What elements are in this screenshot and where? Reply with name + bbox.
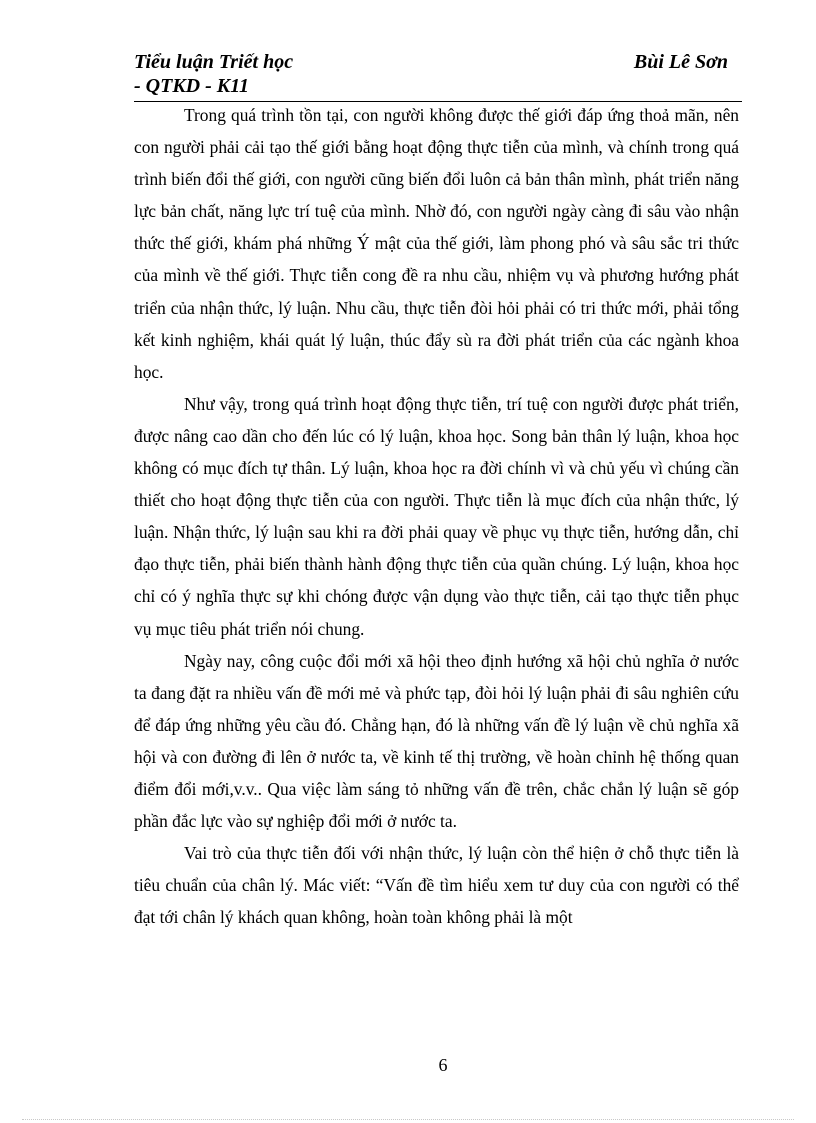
- paragraph-2: Như vậy, trong quá trình hoạt động thực tiễn, trí tuệ con người được phát triển, được nâng cao dần cho đến lúc có lý luận, khoa học. Song bản thân lý luận, khoa học không có mục đích tự thân. Lý luận, khoa học ra đời chính vì và chủ yếu vì chúng cần thiết cho hoạt động thực tiễn của con người. Thực tiễn là mục đích của nhận thức, lý luận. Nhận thức, lý luận sau khi ra đời phải quay về phục vụ thực tiễn, hướng dẫn, chỉ đạo thực tiễn, phải biến thành hành động thực tiễn của quần chúng. Lý luận, khoa học chỉ có ý nghĩa thực sự khi chóng được vận dụng vào thực tiễn, cải tạo thực tiễn phục vụ mục tiêu phát triển nói chung.: [134, 393, 739, 639]
- header-title-line1: Tiểu luận Triết học: [134, 51, 294, 73]
- page-number: 6: [438, 1055, 448, 1075]
- page-bottom-rule: [22, 1119, 794, 1120]
- paragraph-3: Ngày nay, công cuộc đổi mới xã hội theo định hướng xã hội chủ nghĩa ở nước ta đang đặt ra nhiều vấn đề mới mẻ và phức tạp, đòi hỏi lý luận phải đi sâu nghiên cứu để đáp ứng những yêu cầu đó. Chẳng hạn, đó là những vấn đề lý luận về chủ nghĩa xã hội và con đường đi lên ở nước ta, về kinh tế thị trường, về hoàn chỉnh hệ thống quan điểm đổi mới,v.v.. Qua việc làm sáng tỏ những vấn đề trên, chắc chắn lý luận sẽ góp phần đắc lực vào sự nghiệp đổi mới ở nước ta.: [134, 650, 739, 832]
- body-text: [134, 99, 739, 933]
- paragraph-4: Vai trò của thực tiễn đối với nhận thức, lý luận còn thể hiện ở chỗ thực tiễn là tiêu chuẩn của chân lý. Mác viết: “Vấn đề tìm hiểu xem tư duy của con người có thể đạt tới chân lý khách quan không, hoàn toàn không phải là một: [134, 843, 739, 928]
- page-header: [134, 50, 742, 102]
- header-author: Bùi Lê Sơn: [633, 51, 728, 73]
- header-title-line2: - QTKD - K11: [134, 75, 249, 97]
- paragraph-1: Trong quá trình tồn tại, con người không được thế giới đáp ứng thoả mãn, nên con người phải cải tạo thế giới bằng hoạt động thực tiễn của mình, và chính trong quá trình biến đổi thế giới, con người cũng biến đổi luôn cả bản thân mình, phát triển năng lực bản chất, năng lực trí tuệ của mình. Nhờ đó, con người ngày càng đi sâu vào nhận thức thế giới, khám phá những Ý mật của thế giới, làm phong phó và sâu sắc tri thức của mình về thế giới. Thực tiễn cong đề ra nhu cầu, nhiệm vụ và phương hướng phát triển của nhận thức, lý luận. Nhu cầu, thực tiễn đòi hỏi phải có tri thức mới, phải tổng kết kinh nghiệm, khái quát lý luận, thúc đẩy sù ra đời phát triển của các ngành khoa học.: [134, 105, 739, 382]
